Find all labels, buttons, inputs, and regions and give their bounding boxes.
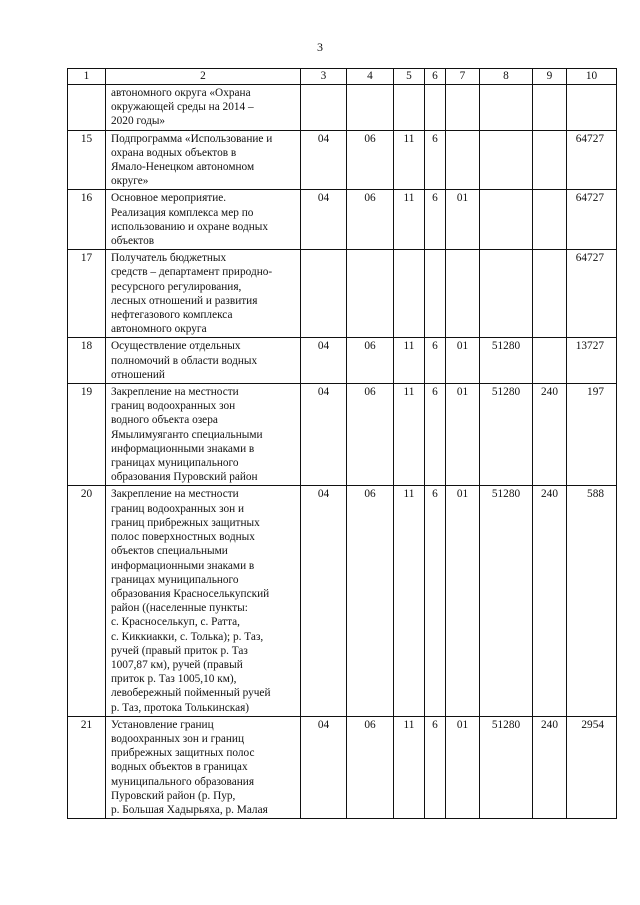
header-cell: 9 bbox=[533, 69, 567, 85]
description-line: Закрепление на местности bbox=[111, 488, 239, 501]
code-cell: 11 bbox=[394, 130, 425, 190]
description-line: информационными знаками в bbox=[111, 442, 255, 455]
code-cell bbox=[480, 250, 533, 338]
page-number: 3 bbox=[317, 40, 323, 54]
code-cell: 04 bbox=[301, 716, 347, 818]
description-line: Ямало-Ненецком автономном bbox=[111, 161, 255, 174]
header-cell: 7 bbox=[446, 69, 480, 85]
description-line: границах муниципального bbox=[111, 573, 239, 586]
code-cell: 01 bbox=[446, 190, 480, 250]
code-cell bbox=[480, 190, 533, 250]
description-line: ресурсного регулирования, bbox=[111, 280, 242, 293]
code-cell: 06 bbox=[347, 486, 394, 716]
code-cell: 6 bbox=[425, 130, 446, 190]
code-cell: 06 bbox=[347, 130, 394, 190]
row-number-cell: 21 bbox=[68, 716, 106, 818]
description-line: Закрепление на местности bbox=[111, 386, 239, 399]
code-cell: 06 bbox=[347, 190, 394, 250]
code-cell: 6 bbox=[425, 190, 446, 250]
header-cell: 1 bbox=[68, 69, 106, 85]
code-cell: 01 bbox=[446, 486, 480, 716]
description-line: район ((населенные пункты: bbox=[111, 602, 248, 615]
description-line: р. Таз, протока Толькинская) bbox=[111, 701, 250, 714]
code-cell: 240 bbox=[533, 716, 567, 818]
description-line: автономного округа «Охрана bbox=[111, 87, 251, 99]
table-body bbox=[68, 85, 617, 819]
code-cell bbox=[480, 85, 533, 131]
code-cell bbox=[480, 130, 533, 190]
code-cell bbox=[301, 250, 347, 338]
code-cell: 51280 bbox=[480, 338, 533, 384]
description-line: границ водоохранных зон и bbox=[111, 502, 245, 515]
amount-cell: 2954 bbox=[567, 716, 617, 818]
code-cell bbox=[446, 130, 480, 190]
description-line: объектов специальными bbox=[111, 545, 228, 558]
description-line: окружающей среды на 2014 – bbox=[111, 101, 254, 114]
code-cell bbox=[394, 250, 425, 338]
amount-cell: 197 bbox=[567, 384, 617, 486]
code-cell: 51280 bbox=[480, 716, 533, 818]
description-cell bbox=[106, 250, 301, 338]
code-cell: 6 bbox=[425, 716, 446, 818]
description-line: водных объектов в границах bbox=[111, 761, 248, 774]
description-line: ручей (правый приток р. Таз bbox=[111, 644, 248, 657]
code-cell: 6 bbox=[425, 486, 446, 716]
description-cell bbox=[106, 384, 301, 486]
table-row bbox=[68, 190, 617, 250]
description-line: охрана водных объектов в bbox=[111, 146, 237, 159]
description-line: автономного округа bbox=[111, 323, 207, 336]
row-number-cell bbox=[68, 85, 106, 131]
description-line: с. Красноселькуп, с. Ратта, bbox=[111, 616, 240, 629]
description-line: Получатель бюджетных bbox=[111, 252, 227, 265]
code-cell: 11 bbox=[394, 190, 425, 250]
description-cell bbox=[106, 486, 301, 716]
description-cell bbox=[106, 130, 301, 190]
row-number-cell: 18 bbox=[68, 338, 106, 384]
code-cell: 240 bbox=[533, 486, 567, 716]
code-cell: 11 bbox=[394, 716, 425, 818]
amount-cell: 64727 bbox=[567, 250, 617, 338]
code-cell: 06 bbox=[347, 384, 394, 486]
code-cell bbox=[533, 130, 567, 190]
code-cell: 240 bbox=[533, 384, 567, 486]
code-cell: 51280 bbox=[480, 384, 533, 486]
code-cell bbox=[533, 85, 567, 131]
description-line: границ прибрежных защитных bbox=[111, 516, 260, 529]
code-cell: 51280 bbox=[480, 486, 533, 716]
description-line: Основное мероприятие. bbox=[111, 192, 227, 205]
description-line: Пуровский район (р. Пур, bbox=[111, 789, 236, 802]
description-line: границах муниципального bbox=[111, 457, 239, 470]
code-cell bbox=[533, 338, 567, 384]
description-cell bbox=[106, 85, 301, 131]
code-cell bbox=[347, 250, 394, 338]
description-line: Ямылимуяганто специальными bbox=[111, 428, 263, 441]
code-cell: 01 bbox=[446, 384, 480, 486]
description-line: средств – департамент природно- bbox=[111, 266, 273, 279]
table-row bbox=[68, 130, 617, 190]
description-line: образования Пуровский район bbox=[111, 471, 258, 484]
row-number-cell: 17 bbox=[68, 250, 106, 338]
code-cell: 04 bbox=[301, 338, 347, 384]
header-cell: 10 bbox=[567, 69, 617, 85]
code-cell: 06 bbox=[347, 338, 394, 384]
code-cell: 6 bbox=[425, 384, 446, 486]
description-line: отношений bbox=[111, 368, 165, 381]
row-number-cell: 15 bbox=[68, 130, 106, 190]
amount-cell bbox=[567, 85, 617, 131]
header-cell: 8 bbox=[480, 69, 533, 85]
description-cell bbox=[106, 190, 301, 250]
description-line: прибрежных защитных полос bbox=[111, 747, 255, 760]
code-cell bbox=[425, 250, 446, 338]
description-line: нефтегазового комплекса bbox=[111, 309, 233, 322]
description-cell bbox=[106, 716, 301, 818]
table-row bbox=[68, 384, 617, 486]
code-cell bbox=[394, 85, 425, 131]
code-cell bbox=[301, 85, 347, 131]
code-cell bbox=[446, 85, 480, 131]
description-line: р. Большая Хадырьяха, р. Малая bbox=[111, 803, 268, 816]
description-line: использованию и охране водных bbox=[111, 220, 269, 233]
amount-cell: 64727 bbox=[567, 130, 617, 190]
code-cell: 01 bbox=[446, 338, 480, 384]
description-line: округе» bbox=[111, 175, 149, 188]
code-cell: 11 bbox=[394, 486, 425, 716]
code-cell bbox=[446, 250, 480, 338]
table-row bbox=[68, 716, 617, 818]
amount-cell: 13727 bbox=[567, 338, 617, 384]
code-cell bbox=[347, 85, 394, 131]
code-cell bbox=[425, 85, 446, 131]
header-cell: 3 bbox=[301, 69, 347, 85]
description-line: лесных отношений и развития bbox=[111, 294, 258, 307]
code-cell: 04 bbox=[301, 384, 347, 486]
description-line: границ водоохранных зон bbox=[111, 400, 236, 413]
code-cell: 04 bbox=[301, 130, 347, 190]
code-cell: 11 bbox=[394, 384, 425, 486]
table-row bbox=[68, 85, 617, 131]
description-line: полномочий в области водных bbox=[111, 354, 258, 367]
row-number-cell: 16 bbox=[68, 190, 106, 250]
description-line: Реализация комплекса мер по bbox=[111, 206, 254, 219]
table-row bbox=[68, 338, 617, 384]
code-cell bbox=[533, 190, 567, 250]
description-line: с. Киккиакки, с. Толька); р. Таз, bbox=[111, 630, 264, 643]
header-cell: 2 bbox=[106, 69, 301, 85]
description-line: водного объекта озера bbox=[111, 414, 218, 427]
code-cell: 11 bbox=[394, 338, 425, 384]
code-cell: 04 bbox=[301, 486, 347, 716]
table-row bbox=[68, 486, 617, 716]
row-number-cell: 20 bbox=[68, 486, 106, 716]
description-line: информационными знаками в bbox=[111, 559, 255, 572]
description-line: образования Красноселькупский bbox=[111, 587, 270, 600]
code-cell: 06 bbox=[347, 716, 394, 818]
description-line: объектов bbox=[111, 235, 155, 248]
description-line: 1007,87 км), ручей (правый bbox=[111, 658, 243, 671]
header-cell: 6 bbox=[425, 69, 446, 85]
row-number-cell: 19 bbox=[68, 384, 106, 486]
description-line: левобережный пойменный ручей bbox=[111, 687, 271, 700]
description-line: приток р. Таз 1005,10 км), bbox=[111, 673, 237, 686]
description-line: Подпрограмма «Использование и bbox=[111, 132, 273, 145]
description-line: полос поверхностных водных bbox=[111, 531, 255, 544]
description-cell bbox=[106, 338, 301, 384]
code-cell: 01 bbox=[446, 716, 480, 818]
table-row bbox=[68, 250, 617, 338]
code-cell: 04 bbox=[301, 190, 347, 250]
description-line: муниципального образования bbox=[111, 775, 255, 788]
description-line: водоохранных зон и границ bbox=[111, 732, 245, 745]
header-cell: 5 bbox=[394, 69, 425, 85]
amount-cell: 588 bbox=[567, 486, 617, 716]
code-cell bbox=[533, 250, 567, 338]
description-line: Установление границ bbox=[111, 718, 214, 731]
amount-cell: 64727 bbox=[567, 190, 617, 250]
code-cell: 6 bbox=[425, 338, 446, 384]
description-line: Осуществление отдельных bbox=[111, 340, 241, 353]
budget-table bbox=[67, 68, 617, 819]
header-cell: 4 bbox=[347, 69, 394, 85]
description-line: 2020 годы» bbox=[111, 115, 166, 128]
header-row bbox=[68, 69, 617, 85]
